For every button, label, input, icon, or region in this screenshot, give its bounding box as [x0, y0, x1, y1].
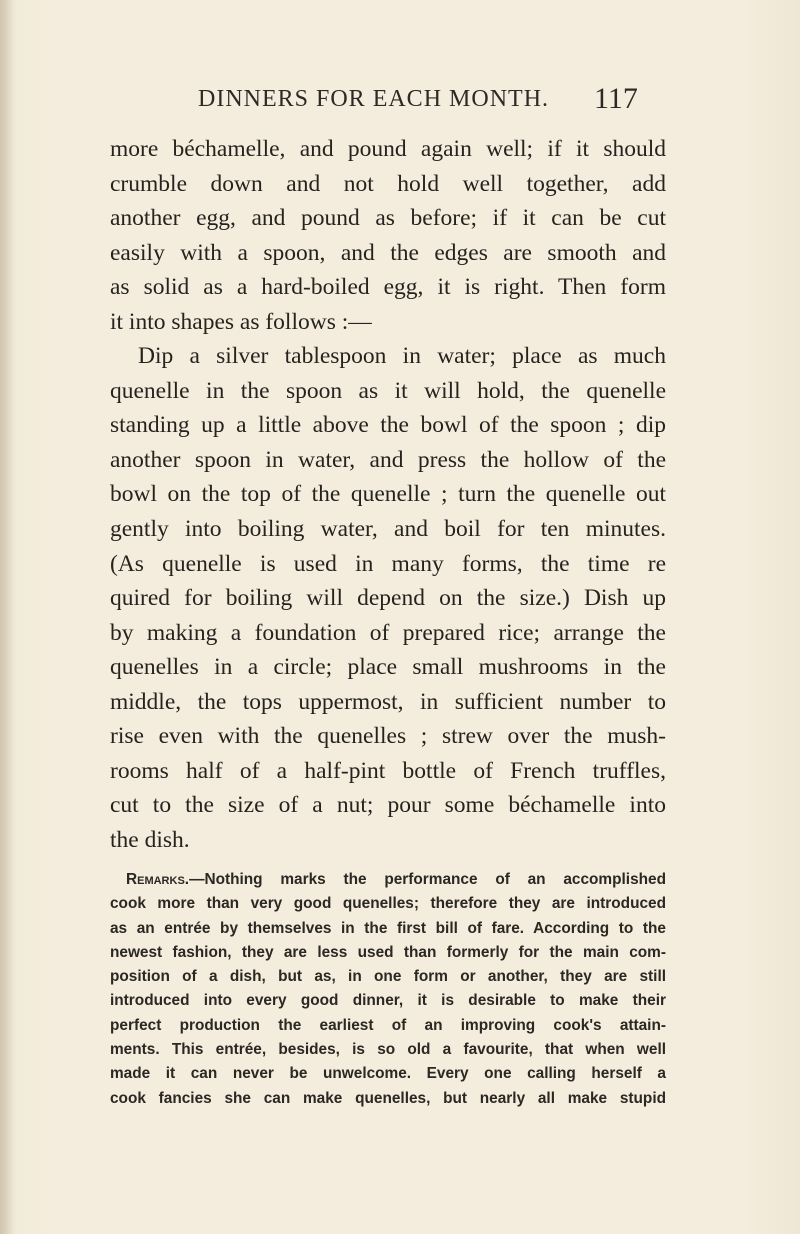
- remarks-line: newest fashion, they are less used than formerly for the main com-: [110, 943, 666, 961]
- text-line: middle, the tops uppermost, in sufficient number to: [110, 688, 666, 715]
- text-line: quenelle in the spoon as it will hold, the quenelle: [110, 377, 666, 404]
- remarks-line: perfect production the earliest of an improving cook's attain-: [110, 1016, 666, 1034]
- text-line: another egg, and pound as before; if it can be cut: [110, 205, 666, 232]
- remarks-label: Remarks.: [126, 871, 190, 888]
- text-line: as solid as a hard-boiled egg, it is right. Then form: [110, 274, 666, 301]
- remarks-line: made it can never be unwelcome. Every one calling herself a: [110, 1065, 666, 1083]
- remarks-line: [110, 868, 666, 892]
- remarks-line: position of a dish, but as, in one form or another, they are still: [110, 968, 666, 986]
- text-line: rooms half of a half-pint bottle of French truffles,: [110, 757, 666, 784]
- text-line: standing up a little above the bowl of the spoon ; dip: [110, 412, 666, 439]
- text-line: the dish.: [110, 826, 190, 853]
- remarks-line: cook more than very good quenelles; therefore they are introduced: [110, 895, 666, 913]
- text-line: easily with a spoon, and the edges are smooth and: [110, 239, 666, 266]
- remarks-note: [110, 868, 666, 1111]
- text-line: more béchamelle, and pound again well; if it should: [110, 136, 666, 162]
- remarks-line: cook fancies she can make quenelles, but nearly all make stupid: [110, 1089, 666, 1107]
- running-head: [0, 82, 800, 126]
- text-line: crumble down and not hold well together, add: [110, 170, 666, 197]
- remarks-line: introduced into every good dinner, it is desirable to make their: [110, 992, 666, 1010]
- text-line: it into shapes as follows :—: [110, 308, 372, 335]
- remarks-text: —Nothing marks the performance of an accomplished: [189, 871, 666, 888]
- text-line: quenelles in a circle; place small mushrooms in the: [110, 654, 666, 681]
- main-text: [110, 132, 666, 857]
- text-line: cut to the size of a nut; pour some béchamelle into: [110, 792, 666, 819]
- text-line: another spoon in water, and press the hollow of the: [110, 446, 666, 473]
- text-line: (As quenelle is used in many forms, the time re: [110, 550, 666, 577]
- text-line: Dip a silver tablespoon in water; place as much: [138, 343, 666, 370]
- page-gutter-shadow: [0, 0, 14, 1234]
- text-line: quired for boiling will depend on the size.) Dish up: [110, 585, 666, 612]
- remarks-line: as an entrée by themselves in the first bill of fare. According to the: [110, 919, 666, 937]
- page-number: 117: [594, 82, 638, 115]
- text-line: bowl on the top of the quenelle ; turn the quenelle out: [110, 481, 666, 508]
- text-line: by making a foundation of prepared rice; arrange the: [110, 619, 666, 646]
- running-head-title: DINNERS FOR EACH MONTH.: [198, 86, 550, 112]
- text-line: rise even with the quenelles ; strew over the mush-: [110, 723, 666, 750]
- text-line: gently into boiling water, and boil for ten minutes.: [110, 516, 666, 543]
- remarks-line: ments. This entrée, besides, is so old a favourite, that when well: [110, 1041, 666, 1059]
